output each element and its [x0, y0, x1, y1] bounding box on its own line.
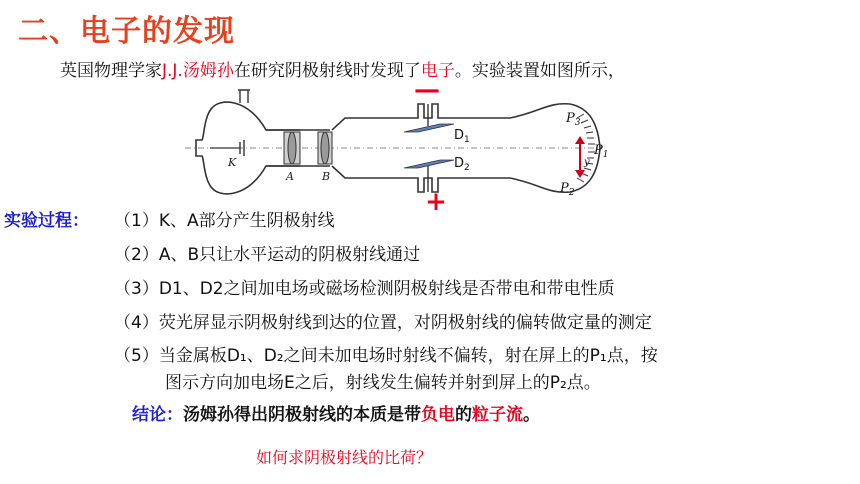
- anode-b: [318, 132, 332, 164]
- label-y: y: [584, 157, 590, 168]
- label-b: B: [322, 170, 331, 183]
- process-step-4: （4）荧光屏显示阴极射线到达的位置，对阴极射线的偏转做定量的测定: [114, 313, 652, 333]
- label-d2: $D_2$: [454, 156, 470, 173]
- label-a: A: [286, 170, 294, 183]
- process-step-2: （2）A、B只让水平运动的阴极射线通过: [114, 245, 421, 265]
- electron-term: 电子: [420, 61, 455, 81]
- intro-text-middle: 在研究阴极射线时发现了: [233, 61, 421, 81]
- conclusion-text-end: 。: [523, 405, 540, 425]
- bulb-nub: [238, 90, 250, 103]
- particle-stream-term: 粒子流: [472, 405, 523, 425]
- process-label: 实验过程：: [4, 211, 89, 231]
- charge-to-mass-question: 如何求阴极射线的比荷？: [256, 448, 433, 467]
- negative-charge-term: 负电: [421, 405, 455, 425]
- conclusion-label: 结论：: [132, 405, 183, 425]
- process-step-1: （1）K、A部分产生阴极射线: [114, 211, 335, 231]
- label-p1: $P_1$: [594, 143, 609, 160]
- label-p3: $P_3$: [566, 111, 581, 128]
- conclusion-text-before: 汤姆孙得出阴极射线的本质是带: [183, 405, 421, 425]
- minus-sign: —: [414, 75, 440, 105]
- anode-a: [284, 132, 300, 164]
- plus-sign: +: [425, 187, 447, 217]
- process-step-5: （5）当金属板D₁、D₂之间未加电场时射线不偏转，射在屏上的P₁点，按: [114, 346, 658, 366]
- process-step-3: （3）D1、D2之间加电场或磁场检测阴极射线是否带电和带电性质: [114, 279, 615, 299]
- thomson-name: J.J.汤姆孙: [162, 61, 234, 81]
- intro-text-before: 英国物理学家: [60, 61, 162, 81]
- conclusion-text-middle: 的: [455, 405, 472, 425]
- plate-d1: [404, 124, 454, 132]
- plate-d2: [404, 160, 454, 168]
- label-d1: $D_1$: [454, 128, 470, 145]
- page-title: 二、电子的发现: [18, 14, 235, 49]
- label-k: K: [228, 156, 237, 169]
- label-p2: $P_2$: [560, 181, 575, 198]
- process-step-5-continued: 图示方向加电场E之后，射线发生偏转并射到屏上的P₂点。: [165, 373, 601, 393]
- intro-text-after: 。实验装置如图所示，: [454, 61, 625, 81]
- conclusion: [132, 400, 540, 425]
